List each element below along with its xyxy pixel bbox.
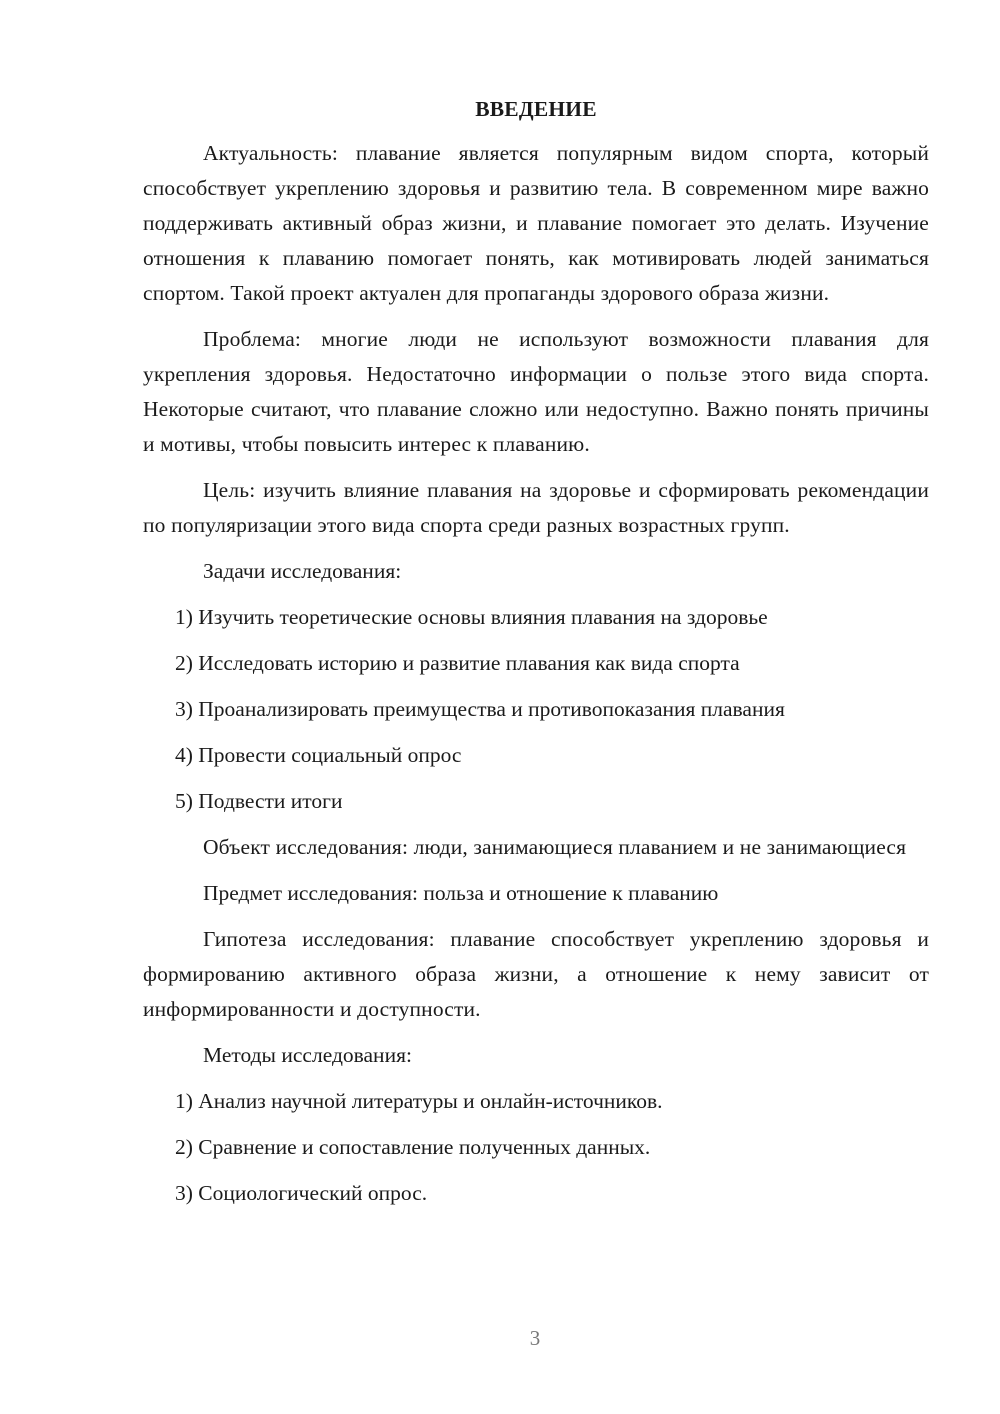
page-number: 3 (529, 1326, 541, 1350)
section-title: ВВЕДЕНИЕ (475, 97, 597, 121)
problem-paragraph: Проблема: многие люди не используют возможности плавания для укрепления здоровья. Недостаточно информации о пользе этого вида спорта. Некоторые считают, что плавание сложно или недоступно. Важно понять причины и мотивы, чтобы повысить интерес к плаванию. (143, 327, 929, 456)
relevance-paragraph: Актуальность: плавание является популярным видом спорта, который способствует укреплению здоровья и развитию тела. В современном мире важно поддерживать активный образ жизни, и плавание помогает это делать. Изучение отношения к плаванию помогает понять, как мотивировать людей заниматься спортом. Такой проект актуален для пропаганды здорового образа жизни. (143, 141, 929, 305)
object-paragraph: Объект исследования: люди, занимающиеся плаванием и не занимающиеся (203, 835, 907, 859)
method-item: 1) Анализ научной литературы и онлайн-источников. (175, 1089, 663, 1113)
methods-heading: Методы исследования: (203, 1043, 412, 1067)
task-item: 2) Исследовать историю и развитие плавания как вида спорта (175, 651, 740, 675)
method-item: 3) Социологический опрос. (175, 1181, 428, 1205)
goal-paragraph: Цель: изучить влияние плавания на здоровье и сформировать рекомендации по популяризации этого вида спорта среди разных возрастных групп. (143, 478, 929, 537)
task-item: 4) Провести социальный опрос (175, 743, 462, 767)
task-item: 1) Изучить теоретические основы влияния плавания на здоровье (175, 605, 768, 629)
tasks-list (143, 600, 929, 819)
task-item: 3) Проанализировать преимущества и противопоказания плавания (175, 697, 785, 721)
subject-paragraph: Предмет исследования: польза и отношение к плаванию (203, 881, 719, 905)
task-item: 5) Подвести итоги (175, 789, 343, 813)
method-item: 2) Сравнение и сопоставление полученных данных. (175, 1135, 651, 1159)
hypothesis-paragraph: Гипотеза исследования: плавание способствует укреплению здоровья и формированию активного образа жизни, а отношение к нему зависит от информированности и доступности. (143, 927, 929, 1021)
methods-list (143, 1084, 929, 1211)
tasks-heading: Задачи исследования: (203, 559, 402, 583)
document-page (143, 92, 929, 1222)
